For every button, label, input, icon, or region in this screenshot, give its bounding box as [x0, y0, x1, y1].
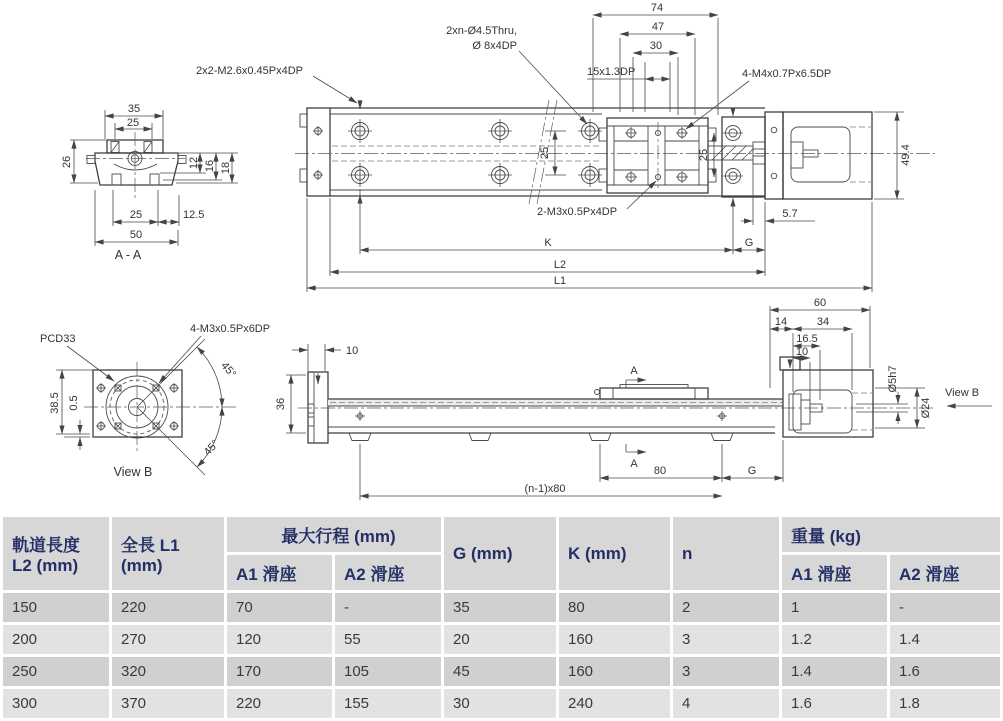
dim-side-pitch: (n-1)x80	[524, 483, 566, 495]
label-slot-15x13dp: 15x1.3DP	[587, 66, 636, 78]
header-rail-length: 軌道長度 L2 (mm)	[3, 517, 109, 590]
header-g: G (mm)	[444, 517, 556, 590]
dim-plan-30: 30	[649, 40, 663, 52]
table-row: 150 220 70 - 35 80 2 1 -	[3, 593, 1000, 622]
dim-vb-385: 38.5	[49, 392, 61, 414]
dim-side-165: 16.5	[796, 333, 818, 345]
header-n: n	[673, 517, 779, 590]
dim-aa-16: 16	[204, 159, 216, 173]
section-aa-view	[61, 103, 238, 262]
housing-side	[780, 357, 873, 437]
plan-view	[196, 2, 935, 292]
carriage-side	[595, 385, 709, 400]
dim-aa-35: 35	[127, 103, 141, 115]
label-pcd33: PCD33	[40, 333, 76, 345]
dim-side-34: 34	[816, 316, 830, 328]
section-aa-caption: A - A	[114, 248, 142, 262]
mounting-tabs	[349, 433, 733, 441]
dim-side-dia5h7: Ø5h7	[887, 365, 899, 393]
dim-plan-25-right: 25	[698, 148, 710, 162]
dim-plan-74: 74	[650, 2, 664, 14]
header-stroke-a2: A2 滑座	[335, 555, 441, 590]
view-b	[40, 323, 270, 479]
dim-side-g: G	[747, 465, 757, 477]
table-row: 200 270 120 55 20 160 3 1.2 1.4	[3, 625, 1000, 654]
dim-plan-494: 49.4	[900, 144, 912, 166]
header-max-stroke: 最大行程 (mm)	[227, 517, 441, 552]
dim-side-80: 80	[653, 465, 667, 477]
dim-aa-25-top: 25	[126, 117, 140, 129]
dim-side-60: 60	[813, 297, 827, 309]
header-weight-a2: A2 滑座	[890, 555, 1000, 590]
label-m3-thread: 2-M3x0.5Px4DP	[537, 206, 618, 218]
dim-aa-25-bottom: 25	[129, 209, 143, 221]
dim-aa-50: 50	[129, 229, 143, 241]
motor-plan	[783, 112, 872, 199]
header-stroke-a1: A1 滑座	[227, 555, 332, 590]
section-mark-a-bottom: A	[630, 458, 638, 470]
table-row: 300 370 220 155 30 240 4 1.6 1.8	[3, 689, 1000, 718]
side-view	[275, 297, 992, 500]
dim-side-dia24: Ø24	[920, 397, 932, 419]
dim-aa-12: 12	[188, 156, 200, 170]
dim-aa-26: 26	[61, 155, 73, 169]
dim-side-10b: 10	[795, 346, 809, 358]
view-b-caption: View B	[113, 465, 153, 479]
counterbore-holes	[348, 119, 602, 187]
dim-plan-l2: L2	[553, 259, 567, 271]
dim-side-14: 14	[774, 316, 788, 328]
header-total-length: 全長 L1 (mm)	[112, 517, 224, 590]
label-thru-hole-1: 2xn-Ø4.5Thru,	[446, 25, 517, 37]
label-m3-flange: 4-M3x0.5Px6DP	[190, 323, 271, 335]
dim-plan-25-left: 25	[539, 146, 551, 160]
section-mark-a-top: A	[630, 365, 638, 377]
dim-plan-l1: L1	[553, 275, 567, 287]
label-m4-thread: 4-M4x0.7Px6.5DP	[742, 68, 832, 80]
dim-vb-05: 0.5	[68, 395, 80, 411]
dim-vb-45-top: 45°	[218, 359, 239, 381]
label-thru-hole-2: Ø 8x4DP	[472, 40, 517, 52]
dim-plan-k: K	[544, 237, 552, 249]
header-k: K (mm)	[559, 517, 670, 590]
dim-side-36: 36	[275, 397, 287, 411]
dim-plan-g: G	[744, 237, 754, 249]
dim-plan-47: 47	[651, 21, 665, 33]
header-weight-a1: A1 滑座	[782, 555, 887, 590]
label-m26-thread: 2x2-M2.6x0.45Px4DP	[196, 65, 303, 77]
spec-table	[0, 514, 1003, 721]
dim-vb-45-bottom: 45°	[201, 437, 222, 459]
header-weight: 重量 (kg)	[782, 517, 1000, 552]
dim-aa-18: 18	[220, 161, 232, 175]
dim-side-10: 10	[346, 345, 359, 357]
table-row: 250 320 170 105 45 160 3 1.4 1.6	[3, 657, 1000, 686]
dim-plan-57: 5.7	[782, 208, 798, 220]
dim-aa-125: 12.5	[183, 209, 205, 221]
view-b-direction-label: View B	[945, 387, 980, 399]
